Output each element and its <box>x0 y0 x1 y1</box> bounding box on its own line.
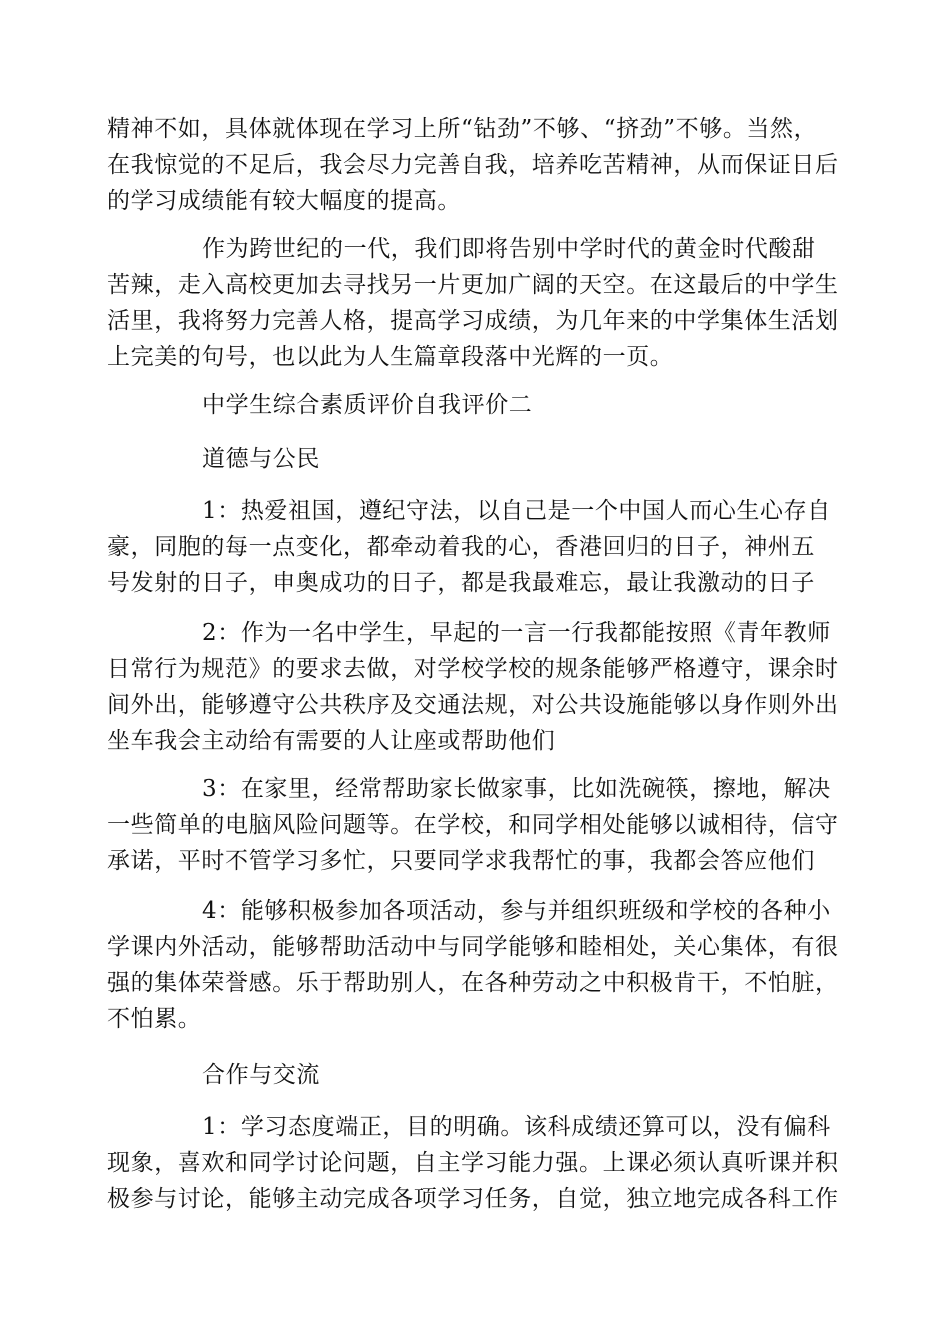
text-line: 活里，我将努力完善人格，提高学习成绩，为几年来的中学集体生活划 <box>107 308 839 334</box>
text-line: 3：在家里，经常帮助家长做家事，比如洗碗筷，擦地，解决 <box>202 776 831 802</box>
text-line: 苦辣，走入高校更加去寻找另一片更加广阔的天空。在这最后的中学生 <box>107 272 839 298</box>
text-line: 4：能够积极参加各项活动，参与并组织班级和学校的各种小 <box>202 898 831 924</box>
text-line: 在我惊觉的不足后，我会尽力完善自我，培养吃苦精神，从而保证日后 <box>107 152 839 178</box>
text-line: 号发射的日子，申奥成功的日子，都是我最难忘，最让我激动的日子 <box>107 570 815 596</box>
text-line: 极参与讨论，能够主动完成各项学习任务，自觉，独立地完成各科工作 <box>107 1186 839 1212</box>
text-line: 精神不如，具体就体现在学习上所“钻劲”不够、“挤劲”不够。当然， <box>107 116 818 142</box>
text-line: 的学习成绩能有较大幅度的提高。 <box>107 188 461 214</box>
text-line: 1：热爱祖国，遵纪守法，以自己是一个中国人而心生心存自 <box>202 498 831 524</box>
text-line: 间外出，能够遵守公共秩序及交通法规，对公共设施能够以身作则外出 <box>107 692 839 718</box>
text-line: 一些简单的电脑风险问题等。在学校，和同学相处能够以诚相待，信守 <box>107 812 839 838</box>
text-line: 日常行为规范》的要求去做，对学校学校的规条能够严格遵守，课余时 <box>107 656 839 682</box>
text-line: 作为跨世纪的一代，我们即将告别中学时代的黄金时代酸甜 <box>202 236 816 262</box>
section-heading: 中学生综合素质评价自我评价二 <box>202 392 533 418</box>
text-line: 2：作为一名中学生，早起的一言一行我都能按照《青年教师 <box>202 620 831 646</box>
text-line: 承诺，平时不管学习多忙，只要同学求我帮忙的事，我都会答应他们 <box>107 848 815 874</box>
text-line: 不怕累。 <box>107 1006 202 1032</box>
text-line: 上完美的句号，也以此为人生篇章段落中光辉的一页。 <box>107 344 674 370</box>
section-heading: 道德与公民 <box>202 446 320 472</box>
section-heading: 合作与交流 <box>202 1062 320 1088</box>
text-line: 坐车我会主动给有需要的人让座或帮助他们 <box>107 728 556 754</box>
text-line: 1：学习态度端正，目的明确。该科成绩还算可以，没有偏科 <box>202 1114 831 1140</box>
text-line: 强的集体荣誉感。乐于帮助别人，在各种劳动之中积极肯干，不怕脏， <box>107 970 839 996</box>
text-line: 豪，同胞的每一点变化，都牵动着我的心，香港回归的日子，神州五 <box>107 534 815 560</box>
text-line: 学课内外活动，能够帮助活动中与同学能够和睦相处，关心集体，有很 <box>107 934 839 960</box>
text-line: 现象，喜欢和同学讨论问题，自主学习能力强。上课必须认真听课并积 <box>107 1150 839 1176</box>
